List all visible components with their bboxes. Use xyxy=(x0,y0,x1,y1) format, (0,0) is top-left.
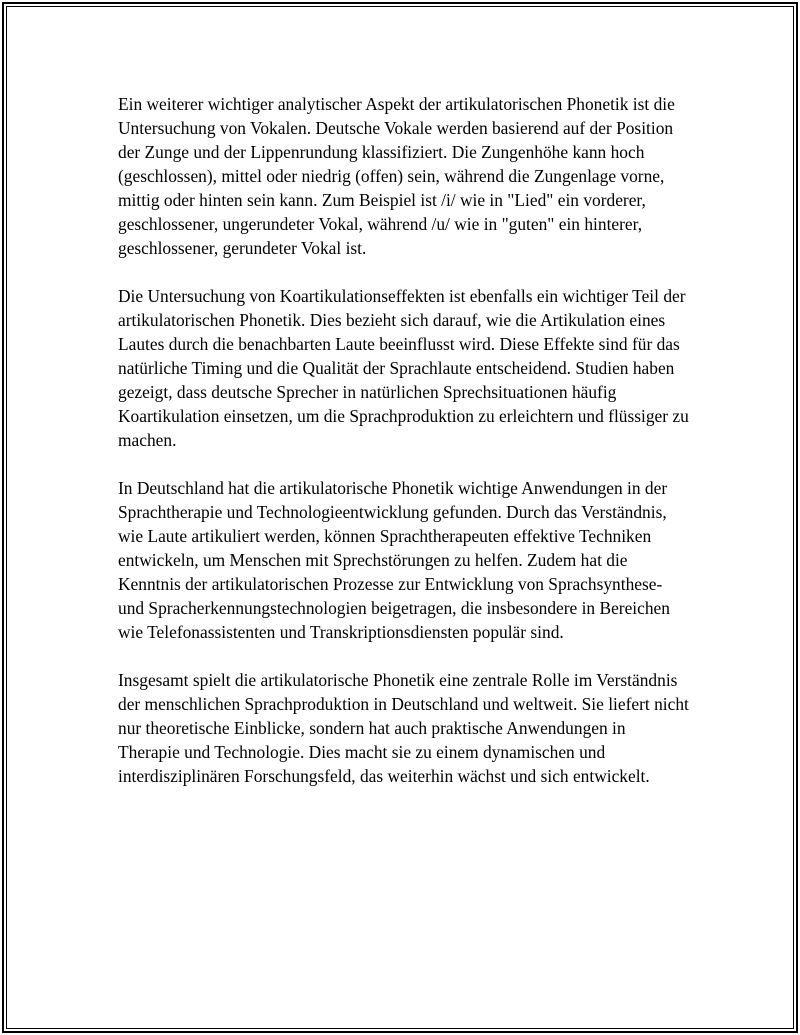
paragraph-vowels: Ein weiterer wichtiger analytischer Aspekt der artikulatorischen Phonetik ist die Untersuchung von Vokalen. Deutsche Vokale werden basierend auf der Position der Zunge und der Lippenrundung klassifiziert. Die Zungenhöhe kann hoch (geschlossen), mittel oder niedrig (offen) sein, während die Zungenlage vorne, mittig oder hinten sein kann. Zum Beispiel ist /i/ wie in "Lied" ein vorderer, geschlossener, ungerundeter Vokal, während /u/ wie in "guten" ein hinterer, geschlossener, gerundeter Vokal ist. xyxy=(118,94,675,258)
paragraph-coarticulation: Die Untersuchung von Koartikulationseffekten ist ebenfalls ein wichtiger Teil der artikulatorischen Phonetik. Dies bezieht sich darauf, wie die Artikulation eines Lautes durch die benachbarten Laute beeinflusst wird. Diese Effekte sind für das natürliche Timing und die Qualität der Sprachlaute entscheidend. Studien haben gezeigt, dass deutsche Sprecher in natürlichen Sprechsituationen häufig Koartikulation einsetzen, um die Sprachproduktion zu erleichtern und flüssiger zu machen. xyxy=(118,286,689,450)
paragraph-summary: Insgesamt spielt die artikulatorische Phonetik eine zentrale Rolle im Verständnis der menschlichen Sprachproduktion in Deutschland und weltweit. Sie liefert nicht nur theoretische Einblicke, sondern hat auch praktische Anwendungen in Therapie und Technologie. Dies macht sie zu einem dynamischen und interdisziplinären Forschungsfeld, das weiterhin wächst und sich entwickelt. xyxy=(118,670,689,786)
paragraph-applications: In Deutschland hat die artikulatorische Phonetik wichtige Anwendungen in der Sprachtherapie und Technologieentwicklung gefunden. Durch das Verständnis, wie Laute artikuliert werden, können Sprachtherapeuten effektive Techniken entwickeln, um Menschen mit Sprechstörungen zu helfen. Zudem hat die Kenntnis der artikulatorischen Prozesse zur Entwicklung von Sprachsynthese- und Spracherkennungstechnologien beigetragen, die insbesondere in Bereichen wie Telefonassistenten und Transkriptionsdiensten populär sind. xyxy=(118,478,670,642)
document-body xyxy=(118,92,690,812)
